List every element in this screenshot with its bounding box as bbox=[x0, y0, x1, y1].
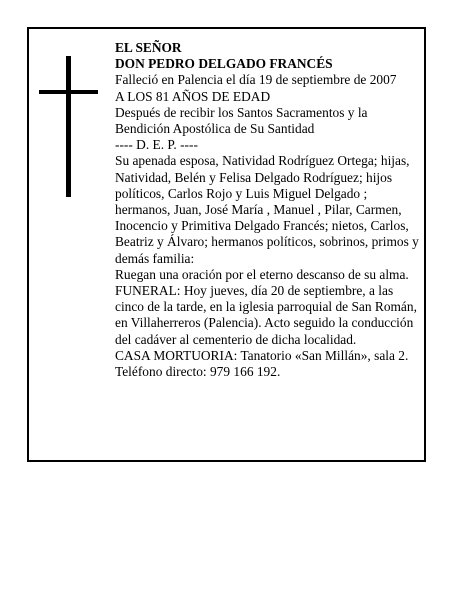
cross-vertical-bar bbox=[66, 56, 71, 197]
deceased-name: DON PEDRO DELGADO FRANCÉS bbox=[115, 56, 333, 72]
family-paragraph: Su apenada esposa, Natividad Rodríguez Ortega; hijas, Natividad, Belén y Felisa Delgado Rodríguez; hijos políticos, Carlos Rojo y Luis Miguel Delgado ; hermanos, Juan, José María , Manuel , Pilar, Carmen, Inocencio y Primitiva Delgado Francés; nietos, Carlos, Beatriz y Álvaro; hermanos políticos, sobrinos, primos y demás familia: bbox=[115, 153, 419, 266]
prayer-line: Ruegan una oración por el eterno descanso de su alma. bbox=[115, 266, 409, 282]
sacraments-line: Después de recibir los Santos Sacramentos y la Bendición Apostólica de Su Santidad bbox=[115, 104, 368, 137]
notice-text bbox=[115, 40, 420, 380]
obituary-notice bbox=[27, 27, 426, 462]
rip-line: ---- D. E. P. ---- bbox=[115, 137, 198, 153]
cross-icon bbox=[39, 56, 98, 197]
mortuary-paragraph: CASA MORTUORIA: Tanatorio «San Millán», sala 2. Teléfono directo: 979 166 192. bbox=[115, 347, 409, 380]
cross-horizontal-bar bbox=[39, 90, 98, 94]
death-line: Falleció en Palencia el día 19 de septiembre de 2007 bbox=[115, 72, 397, 88]
funeral-paragraph: FUNERAL: Hoy jueves, día 20 de septiembre, a las cinco de la tarde, en la iglesia parroquial de San Román, en Villaherreros (Palencia). Acto seguido la conducción del cadáver al cementerio de dicha localidad. bbox=[115, 283, 417, 347]
age-line: A LOS 81 AÑOS DE EDAD bbox=[115, 88, 271, 104]
heading-title: EL SEÑOR bbox=[115, 40, 182, 55]
